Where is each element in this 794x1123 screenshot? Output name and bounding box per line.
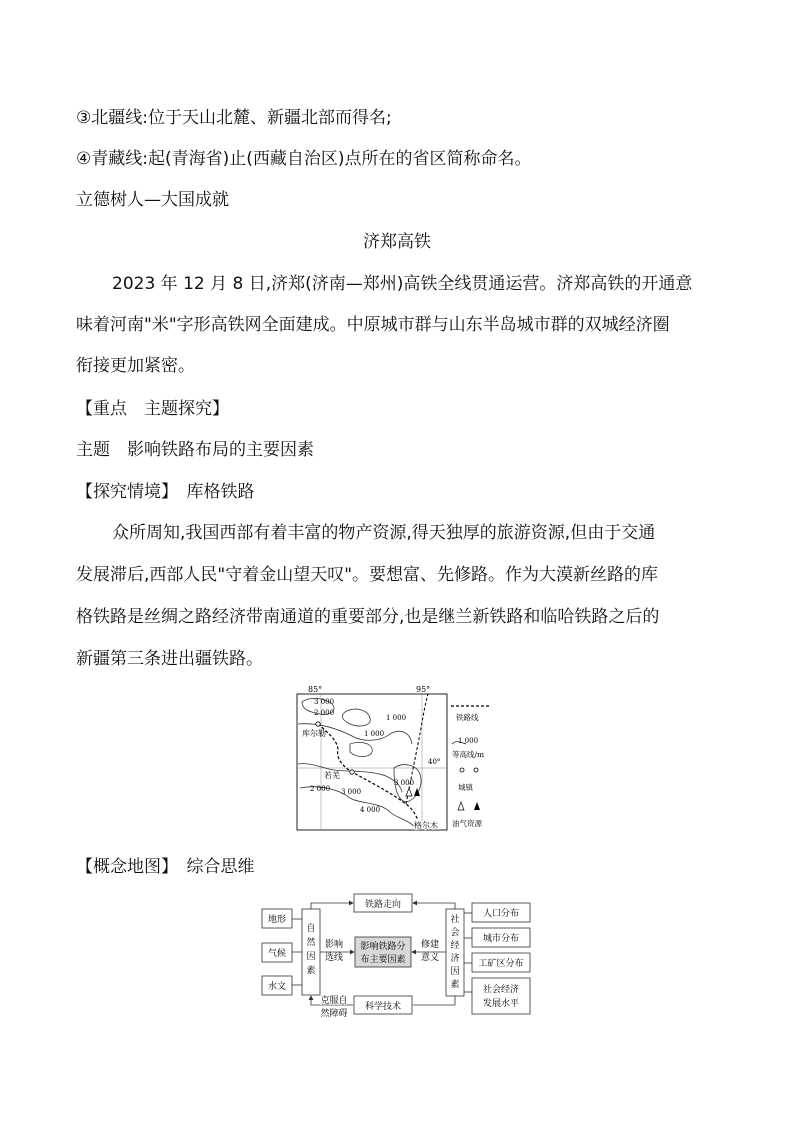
section-label: 立德树人—大国成就	[76, 190, 229, 210]
city-label: 格尔木	[414, 821, 438, 830]
paragraph-line: 新疆第三条进出疆铁路。	[76, 649, 263, 669]
longitude-label: 85°	[308, 685, 323, 694]
paragraph-line: 发展滞后,西部人民"守着金山望天叹"。要想富、先修路。作为大漠新丝路的库	[76, 565, 659, 585]
legend-label: 1 000	[458, 737, 479, 745]
concept-label: 修建	[420, 940, 440, 950]
concept-label: 选线	[324, 953, 344, 963]
paragraph-line: 2023 年 12 月 8 日,济郑(济南—郑州)高铁全线贯通运营。济郑高铁的开通意	[112, 274, 693, 294]
concept-arrow	[413, 903, 455, 909]
city-label: 库尔勒	[302, 729, 326, 738]
concept-label: 素	[450, 980, 460, 990]
concept-label: 然障碍	[320, 1009, 348, 1019]
legend-town-symbol	[474, 768, 478, 772]
concept-label: 气候	[267, 949, 287, 959]
concept-label: 因	[306, 952, 316, 962]
section-heading: 【重点 主题探究】	[76, 399, 229, 419]
concept-arrow	[311, 903, 353, 909]
longitude-label: 95°	[416, 685, 431, 694]
contour-value: 1 000	[386, 714, 407, 722]
legend-town-symbol	[460, 768, 464, 772]
city-label: 若羌	[324, 771, 340, 780]
concept-label: 自	[306, 924, 316, 934]
section-heading: 【概念地图】 综合思维	[76, 857, 255, 877]
concept-label: 会	[450, 928, 460, 938]
concept-label: 布主要因素	[360, 955, 406, 965]
concept-label: 发展水平	[482, 999, 520, 1009]
contour-value: 3 000	[341, 788, 362, 796]
concept-label: 社	[450, 915, 460, 925]
contour-value: 3 000	[314, 698, 335, 706]
concept-label: 影响铁路分	[360, 942, 406, 952]
concept-label: 城市分布	[482, 934, 520, 944]
contour-value: 3 000	[394, 779, 415, 787]
text-line: ③北疆线:位于天山北麓、新疆北部而得名;	[76, 108, 392, 128]
concept-label: 铁路走向	[364, 900, 402, 910]
concept-label: 人口分布	[482, 909, 520, 919]
concept-label: 工矿区分布	[478, 959, 524, 969]
concept-label: 科学技术	[364, 1002, 402, 1012]
concept-label: 经	[450, 941, 460, 951]
section-heading: 【探究情境】 库格铁路	[76, 482, 255, 502]
town-marker	[350, 770, 354, 774]
legend-oil-symbol	[458, 802, 464, 810]
concept-label: 克服自	[320, 996, 348, 1006]
concept-label: 素	[306, 966, 316, 976]
concept-label: 水文	[267, 982, 287, 992]
concept-label: 社会经济	[482, 985, 520, 995]
topic-heading: 主题 影响铁路布局的主要因素	[76, 440, 314, 460]
legend-label: 城镇	[458, 783, 473, 792]
concept-label: 意义	[420, 953, 440, 963]
legend-oil-symbol	[474, 802, 480, 810]
latitude-label: 40°	[428, 758, 441, 766]
paragraph-line: 众所周知,我国西部有着丰富的物产资源,得天独厚的旅游资源,但由于交通	[112, 523, 656, 543]
concept-label: 因	[450, 967, 460, 977]
article-title: 济郑高铁	[363, 232, 431, 252]
contour-value: 1 000	[364, 730, 385, 738]
concept-map	[258, 893, 538, 1021]
concept-label: 济	[450, 954, 460, 964]
paragraph-line: 格铁路是丝绸之路经济带南通道的重要部分,也是继兰新铁路和临哈铁路之后的	[76, 607, 660, 627]
railway-map	[290, 684, 500, 834]
contour-value: 2 000	[310, 785, 331, 793]
concept-label: 然	[306, 938, 316, 948]
concept-label: 地形	[267, 915, 287, 925]
paragraph-line: 衔接更加紧密。	[76, 356, 195, 376]
concept-label: 影响	[324, 940, 344, 950]
paragraph-line: 味着河南"米"字形高铁网全面建成。中原城市群与山东半岛城市群的双城经济圈	[76, 315, 670, 335]
contour-value: 4 000	[360, 806, 381, 814]
legend-label: 等高线/m	[452, 750, 485, 759]
text-line: ④青藏线:起(青海省)止(西藏自治区)点所在的省区简称命名。	[76, 149, 532, 169]
town-marker	[316, 722, 320, 726]
legend-label: 铁路线	[456, 713, 479, 722]
contour-value: 2 000	[314, 709, 335, 717]
legend-label: 油气资源	[452, 819, 482, 828]
